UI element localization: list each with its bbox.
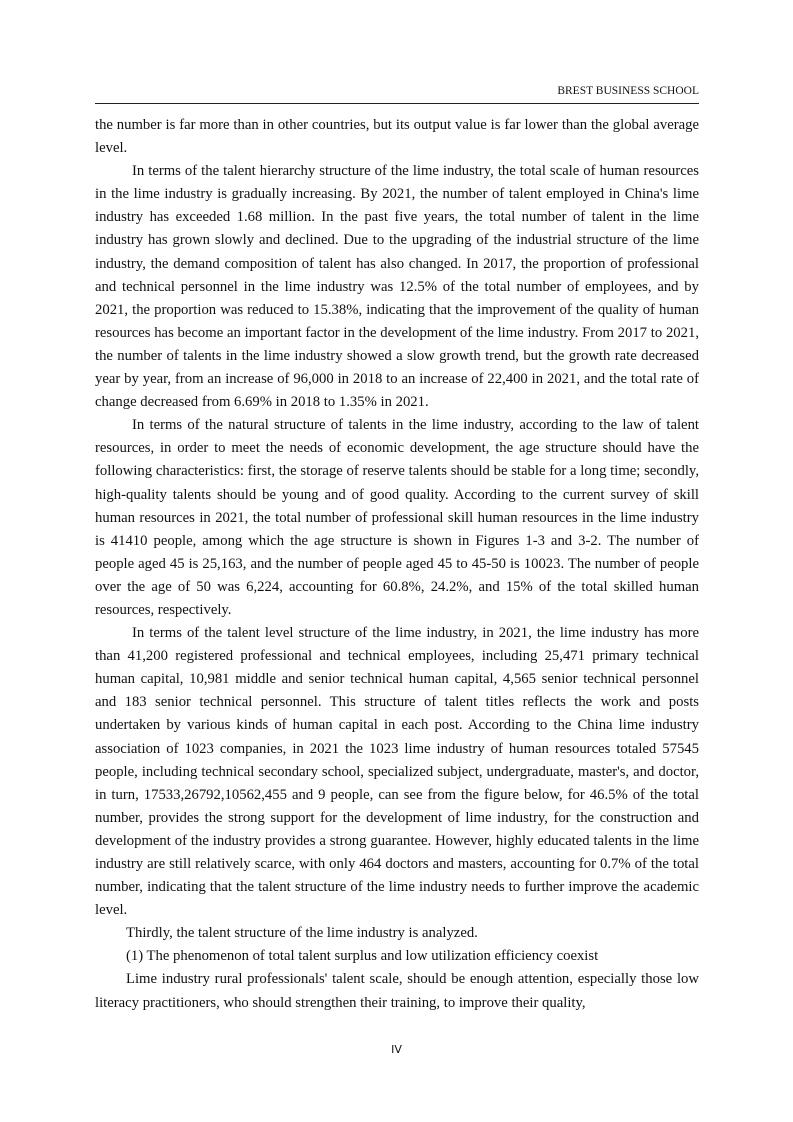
paragraph-level-structure: In terms of the talent level structure of the lime industry, in 2021, the lime industry has more than 41,200 registered professional and technical employees, including 25,471 primary technical human capital, 10,981 middle and senior technical human capital, 4,565 senior technical personnel and 183 senior technical personnel. This structure of talent titles reflects the work and posts undertaken by various kinds of human capital in each post. According to the China lime industry association of 1023 companies, in 2021 the 1023 lime industry of human resources totaled 57545 people, including technical secondary school, specialized subject, undergraduate, master's, and doctor, in turn, 17533,26792,10562,455 and 9 people, can see from the figure below, for 46.5% of the total number, provides the strong support for the development of lime industry, for the construction and development of the industry provides a strong guarantee. However, highly educated talents in the lime industry are still relatively scarce, with only 464 doctors and masters, accounting for 0.7% of the total number, indicating that the talent structure of the lime industry needs to further improve the academic level.: [95, 625, 699, 919]
running-header: BREST BUSINESS SCHOOL: [95, 85, 699, 104]
section-heading: (1) The phenomenon of total talent surplus and low utilization efficiency coexist: [126, 948, 599, 965]
body-text: [95, 114, 699, 1015]
paragraph-rural-professionals: Lime industry rural professionals' talent scale, should be enough attention, especially those low literacy practitioners, who should strengthen their training, to improve their quality,: [95, 971, 699, 1011]
paragraph-talent-hierarchy: In terms of the talent hierarchy structure of the lime industry, the total scale of human resources in the lime industry is gradually increasing. By 2021, the number of talent employed in China's lime industry has exceeded 1.68 million. In the past five years, the total number of talent in the lime industry has grown slowly and declined. Due to the upgrading of the industrial structure of the lime industry, the demand composition of talent has also changed. In 2017, the proportion of professional and technical personnel in the lime industry was 12.5% of the total number of employees, and by 2021, the proportion was reduced to 15.38%, indicating that the improvement of the quality of human resources has become an important factor in the development of the lime industry. From 2017 to 2021, the number of talents in the lime industry showed a slow growth trend, but the growth rate decreased year by year, from an increase of 96,000 in 2018 to an increase of 22,400 in 2021, and the total rate of change decreased from 6.69% in 2018 to 1.35% in 2021.: [95, 163, 699, 411]
paragraph-continuation: the number is far more than in other countries, but its output value is far lower than the global average level.: [95, 117, 699, 157]
paragraph-thirdly: Thirdly, the talent structure of the lime industry is analyzed.: [126, 925, 478, 942]
paragraph-natural-structure: In terms of the natural structure of talents in the lime industry, according to the law of talent resources, in order to meet the needs of economic development, the age structure should have the following characteristics: first, the storage of reserve talents should be stable for a long time; secondly, high-quality talents should be young and of good quality. According to the current survey of skill human resources in 2021, the total number of professional skill human resources in the lime industry is 41410 people, among which the age structure is shown in Figures 1-3 and 3-2. The number of people aged 45 is 25,163, and the number of people aged 45 to 45-50 is 10023. The number of people over the age of 50 was 6,224, accounting for 60.8%, 24.2%, and 15% of the total skilled human resources, respectively.: [95, 417, 699, 618]
page-number: IV: [391, 1043, 402, 1056]
